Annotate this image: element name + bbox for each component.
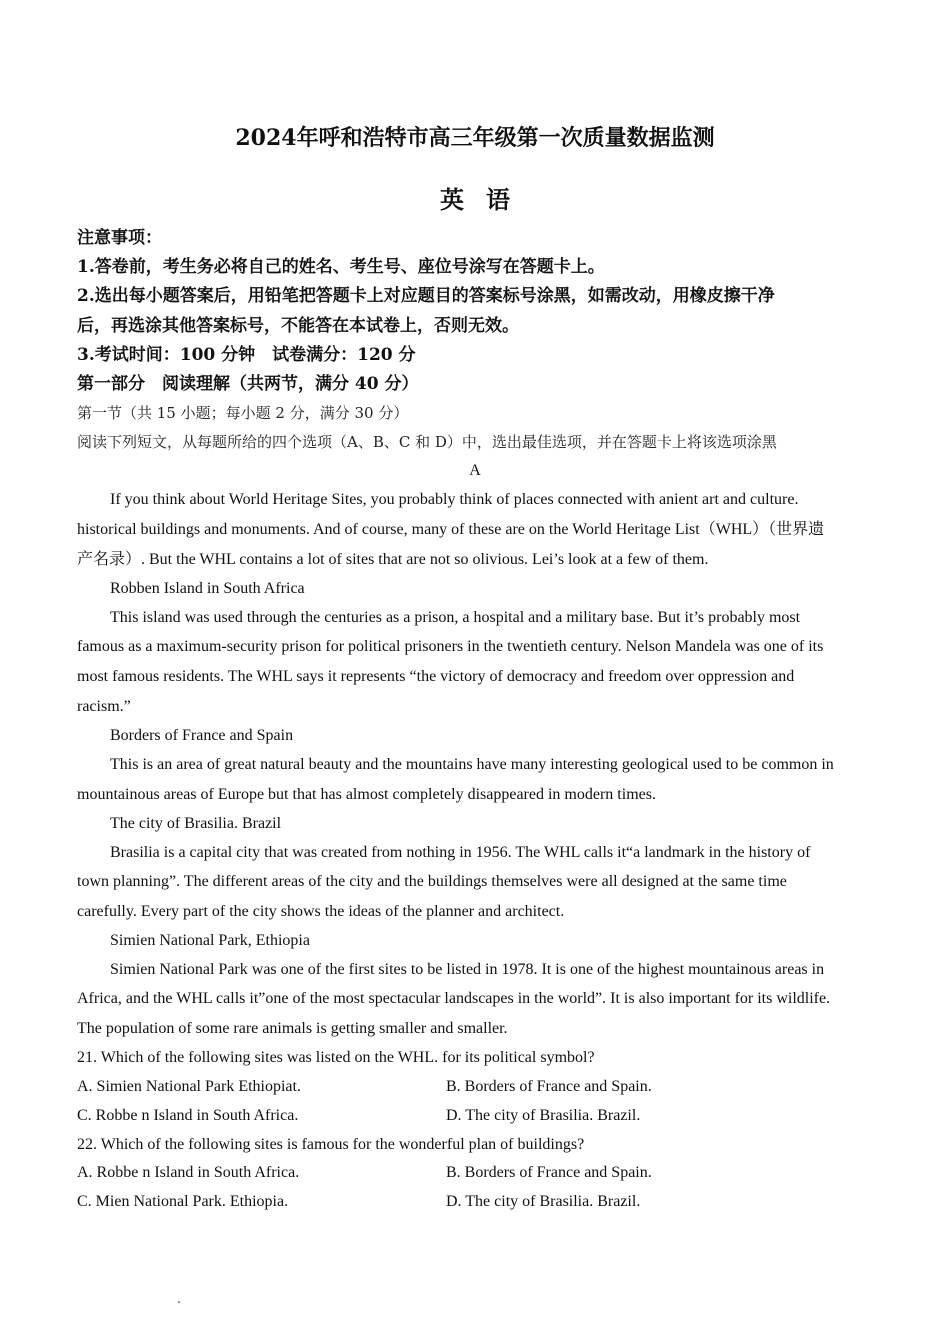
site-title-simien: Simien National Park, Ethiopia — [110, 932, 310, 949]
site-text-line: This island was used through the centuries as a prison, a hospital and a military base. But it’s probably most — [110, 609, 801, 626]
passage-intro-line: If you think about World Heritage Sites, you probably think of places connected with anient art and culture. — [110, 491, 799, 508]
site-text-line: town planning”. The different areas of the city and the buildings themselves were all designed at the same time — [77, 873, 787, 890]
question-22-option-c: C. Mien National Park. Ethiopia. — [77, 1193, 289, 1210]
question-21-option-c: C. Robbe n Island in South Africa. — [77, 1107, 299, 1124]
question-22-stem: 22. Which of the following sites is famous for the wonderful plan of buildings? — [77, 1136, 585, 1153]
site-text-line: The population of some rare animals is getting smaller and smaller. — [77, 1020, 508, 1037]
site-text-line: Brasilia is a capital city that was created from nothing in 1956. The WHL calls it“a landmark in the history of — [110, 844, 811, 861]
question-22-option-d: D. The city of Brasilia. Brazil. — [446, 1193, 641, 1210]
instruction: 阅读下列短文，从每题所给的四个选项（A、B、C 和 D）中，选出最佳选项，并在答题卡上将该选项涂黑 — [77, 433, 777, 451]
question-21-option-a: A. Simien National Park Ethiopiat. — [77, 1078, 301, 1095]
note-item-3: 3.考试时间：100 分钟 试卷满分：120 分 — [77, 345, 416, 365]
site-title-robben: Robben Island in South Africa — [110, 580, 305, 597]
site-text-line: Simien National Park was one of the first sites to be listed in 1978. It is one of the highest mountainous areas in — [110, 961, 825, 978]
site-title-brasilia: The city of Brasilia. Brazil — [110, 815, 282, 832]
question-21-option-d: D. The city of Brasilia. Brazil. — [446, 1107, 641, 1124]
passage-label: A — [469, 462, 481, 479]
subject-title: 英语 — [440, 185, 532, 214]
passage-intro-line: historical buildings and monuments. And of course, many of these are on the World Heritage List（WHL）（世界遗 — [77, 521, 825, 538]
note-item-2-line-1: 2.选出每小题答案后，用铅笔把答题卡上对应题目的答案标号涂黑，如需改动，用橡皮擦干净 — [77, 286, 775, 306]
note-item-2-line-2: 后，再选涂其他答案标号，不能答在本试卷上，否则无效。 — [77, 316, 519, 336]
site-text-line: famous as a maximum-security prison for political prisoners in the twentieth century. Nelson Mandela was one of its — [77, 638, 824, 655]
site-text-line: most famous residents. The WHL says it represents “the victory of democracy and freedom over oppression and — [77, 668, 795, 685]
site-text-line: carefully. Every part of the city shows the ideas of the planner and architect. — [77, 903, 565, 920]
question-21-stem: 21. Which of the following sites was listed on the WHL. for its political symbol? — [77, 1049, 595, 1066]
section1-heading: 第一节（共 15 小题；每小题 2 分，满分 30 分） — [77, 404, 409, 422]
site-text-line: Africa, and the WHL calls it”one of the most spectacular landscapes in the world”. It is also important for its wildlife. — [77, 990, 831, 1007]
scan-speck — [178, 1301, 180, 1303]
notes-heading: 注意事项： — [77, 228, 162, 248]
part1-heading: 第一部分 阅读理解（共两节，满分 40 分） — [77, 374, 419, 394]
site-title-borders: Borders of France and Spain — [110, 727, 294, 744]
passage-intro-line: 产名录）. But the WHL contains a lot of sites that are not so olivious. Lei’s look at a few of them. — [77, 551, 709, 568]
exam-title: 2024年呼和浩特市高三年级第一次质量数据监测 — [235, 125, 715, 151]
site-text-line: This is an area of great natural beauty and the mountains have many interesting geological used to be common in — [110, 756, 834, 773]
site-text-line: mountainous areas of Europe but that has almost completely disappeared in modern times. — [77, 786, 656, 803]
site-text-line: racism.” — [77, 698, 131, 715]
question-22-option-a: A. Robbe n Island in South Africa. — [77, 1164, 300, 1181]
question-21-option-b: B. Borders of France and Spain. — [446, 1078, 652, 1095]
question-22-option-b: B. Borders of France and Spain. — [446, 1164, 652, 1181]
note-item-1: 1.答卷前，考生务必将自己的姓名、考生号、座位号涂写在答题卡上。 — [77, 257, 605, 277]
